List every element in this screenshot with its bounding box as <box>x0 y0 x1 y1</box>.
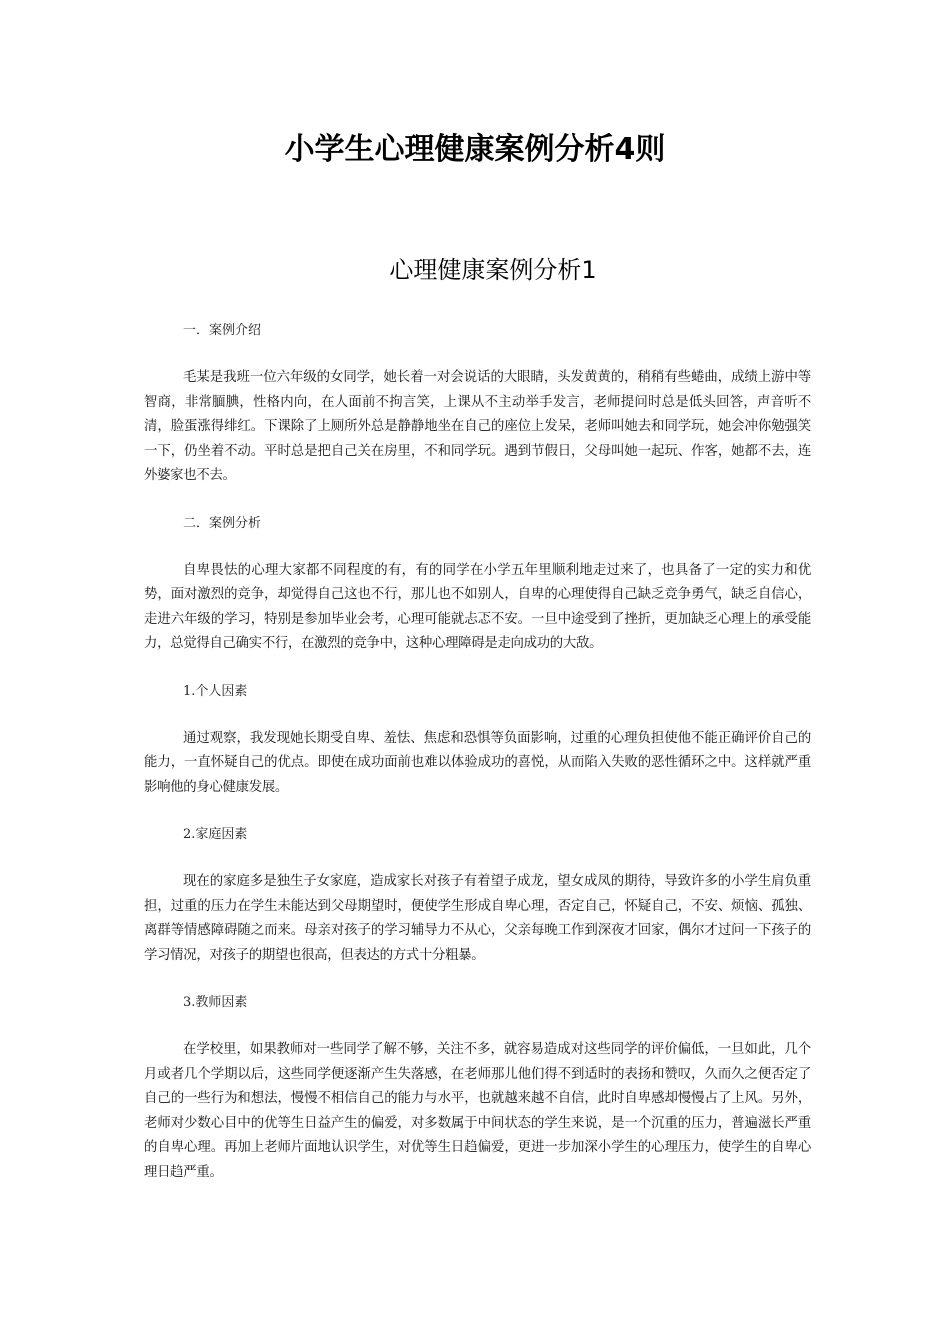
heading-family-factors: 2.家庭因素 <box>183 827 248 842</box>
paragraph-teacher-factors: 在学校里，如果教师对一些同学了解不够，关注不多，就容易造成对这些同学的评价偏低，一旦如此，几个月或者几个学期以后，这些同学便逐渐产生失落感，在老师那儿他们得不到适时的表扬和赞叹，久而久之便否定了自己的一些行为和想法，慢慢不相信自己的能力与水平，也就越来越不自信，此时自卑感却慢慢占了上风。另外，老师对少数心目中的优等生日益产生的偏爱，对多数属于中间状态的学生来说，是一个沉重的压力，普遍滋长严重的自卑心理。再加上老师片面地认识学生，对优等生日趋偏爱，更进一步加深小学生的心理压力，使学生的自卑心理日趋严重。 <box>144 1042 811 1180</box>
paragraph-family-factors: 现在的家庭多是独生子女家庭，造成家长对孩子有着望子成龙，望女成凤的期待，导致许多的小学生肩负重担，过重的压力在学生未能达到父母期望时，便使学生形成自卑心理，否定自己，怀疑自己，不安、烦恼、孤独、离群等情感障碍随之而来。母亲对孩子的学习辅导力不从心，父亲每晚工作到深夜才回家，偶尔才过问一下孩子的学习情况，对孩子的期望也很高，但表达的方式十分粗暴。 <box>144 874 811 963</box>
paragraph-personal-factors: 通过观察，我发现她长期受自卑、羞怯、焦虑和恐惧等负面影响，过重的心理负担使他不能正确评价自己的能力，一直怀疑自己的优点。即使在成功面前也难以体验成功的喜悦，从而陷入失败的恶性循环之中。这样就严重影响他的身心健康发展。 <box>144 730 811 795</box>
heading-personal-factors: 1.个人因素 <box>183 683 248 699</box>
paragraph-case-analysis: 自卑畏怯的心理大家都不同程度的有，有的同学在小学五年里顺利地走过来了，也具备了一定的实力和优势，面对激烈的竞争，却觉得自己这也不行，那儿也不如别人，自卑的心理使得自己缺乏竞争勇气，缺乏自信心，走进六年级的学习，特别是参加毕业会考，心理可能就忐忑不安。一旦中途受到了挫折，更加缺乏心理上的承受能力，总觉得自己确实不行，在激烈的竞争中，这种心理障碍是走向成功的大敌。 <box>144 562 811 651</box>
section-title: 心理健康案例分析1 <box>389 256 597 284</box>
heading-case-intro: 一．案例介绍 <box>183 323 262 338</box>
paragraph-case-intro: 毛某是我班一位六年级的女同学，她长着一对会说话的大眼睛，头发黄黄的，稍稍有些蜷曲，成绩上游中等智商，非常腼腆，性格内向，在人面前不拘言笑，上课从不主动举手发言，老师提问时总是低头回答，声音听不清，脸蛋涨得绯红。下课除了上厕所外总是静静地坐在自己的座位上发呆，老师叫她去和同学玩，她会冲你勉强笑一下，仍坐着不动。平时总是把自己关在房里，不和同学玩。遇到节假日，父母叫她一起玩、作客，她都不去，连外婆家也不去。 <box>144 370 811 483</box>
document-title: 小学生心理健康案例分析4则 <box>284 132 666 167</box>
heading-case-analysis: 二．案例分析 <box>183 515 262 531</box>
document-body <box>144 318 811 1185</box>
heading-teacher-factors: 3.教师因素 <box>183 995 248 1010</box>
